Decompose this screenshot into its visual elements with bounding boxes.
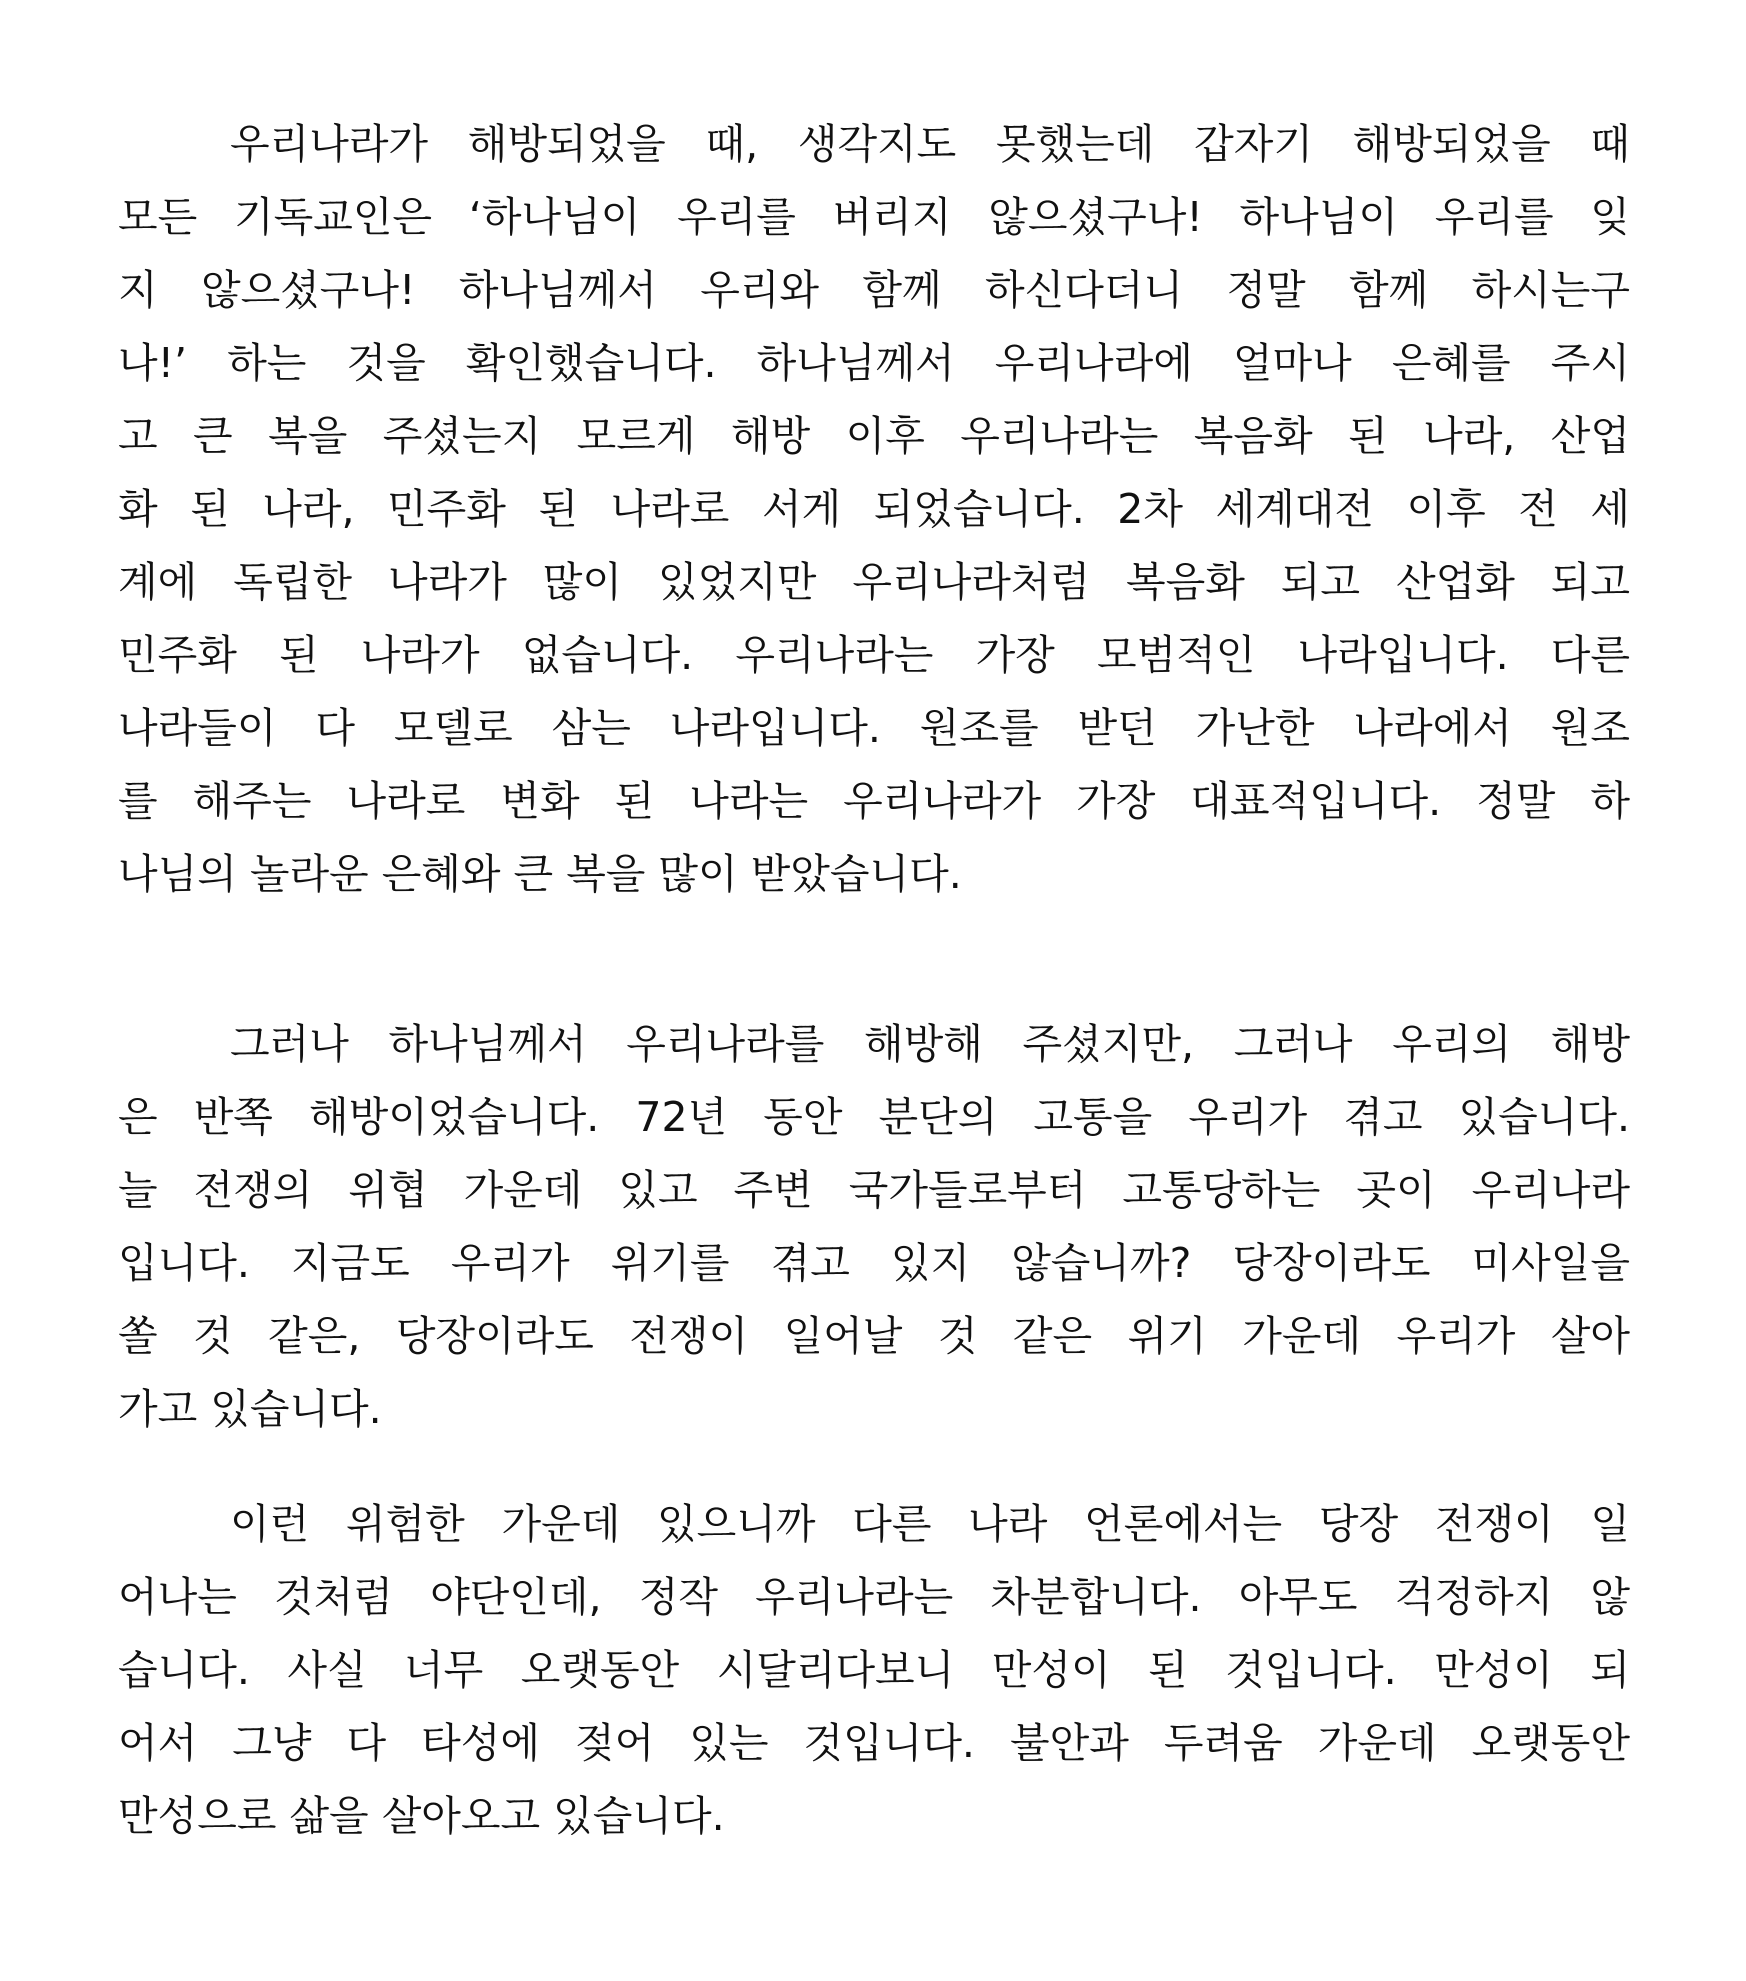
paragraph-line: 만성으로 삶을 살아오고 있습니다. [118, 1792, 725, 1840]
paragraph-line: 를 해주는 나라로 변화 된 나라는 우리나라가 가장 대표적입니다. 정말 하 [118, 777, 1630, 825]
paragraph-line: 나님의 놀라운 은혜와 큰 복을 많이 받았습니다. [118, 850, 962, 898]
paragraph-line: 은 반쪽 해방이었습니다. 72년 동안 분단의 고통을 우리가 겪고 있습니다. [118, 1093, 1630, 1141]
paragraph-line: 가고 있습니다. [118, 1385, 382, 1433]
paragraph-line: 쏠 것 같은, 당장이라도 전쟁이 일어날 것 같은 위기 가운데 우리가 살아 [118, 1312, 1630, 1360]
paragraph-1 [118, 108, 1630, 1008]
paragraph-2 [118, 1008, 1630, 1488]
paragraph-line: 그러나 하나님께서 우리나라를 해방해 주셨지만, 그러나 우리의 해방 [230, 1020, 1630, 1068]
paragraph-line: 입니다. 지금도 우리가 위기를 겪고 있지 않습니까? 당장이라도 미사일을 [118, 1239, 1630, 1287]
paragraph-line: 나라들이 다 모델로 삼는 나라입니다. 원조를 받던 가난한 나라에서 원조 [118, 704, 1630, 752]
paragraph-line: 나!’ 하는 것을 확인했습니다. 하나님께서 우리나라에 얼마나 은혜를 주시 [118, 339, 1630, 387]
paragraph-line: 우리나라가 해방되었을 때, 생각지도 못했는데 갑자기 해방되었을 때 [230, 120, 1630, 168]
paragraph-line: 지 않으셨구나! 하나님께서 우리와 함께 하신다더니 정말 함께 하시는구 [118, 266, 1630, 314]
paragraph-3 [118, 1488, 1630, 1853]
paragraph-line: 어서 그냥 다 타성에 젖어 있는 것입니다. 불안과 두려움 가운데 오랫동안 [118, 1719, 1630, 1767]
paragraph-line: 화 된 나라, 민주화 된 나라로 서게 되었습니다. 2차 세계대전 이후 전 세 [118, 485, 1630, 533]
paragraph-line: 습니다. 사실 너무 오랫동안 시달리다보니 만성이 된 것입니다. 만성이 되 [118, 1646, 1630, 1694]
paragraph-line: 어나는 것처럼 야단인데, 정작 우리나라는 차분합니다. 아무도 걱정하지 않 [118, 1573, 1630, 1621]
paragraph-line: 모든 기독교인은 ‘하나님이 우리를 버리지 않으셨구나! 하나님이 우리를 잊 [118, 193, 1630, 241]
paragraph-line: 계에 독립한 나라가 많이 있었지만 우리나라처럼 복음화 되고 산업화 되고 [118, 558, 1630, 606]
paragraph-line: 고 큰 복을 주셨는지 모르게 해방 이후 우리나라는 복음화 된 나라, 산업 [118, 412, 1630, 460]
paragraph-line: 민주화 된 나라가 없습니다. 우리나라는 가장 모범적인 나라입니다. 다른 [118, 631, 1630, 679]
document-page [118, 108, 1630, 1853]
paragraph-line: 늘 전쟁의 위협 가운데 있고 주변 국가들로부터 고통당하는 곳이 우리나라 [118, 1166, 1630, 1214]
paragraph-line: 이런 위험한 가운데 있으니까 다른 나라 언론에서는 당장 전쟁이 일 [230, 1500, 1630, 1548]
